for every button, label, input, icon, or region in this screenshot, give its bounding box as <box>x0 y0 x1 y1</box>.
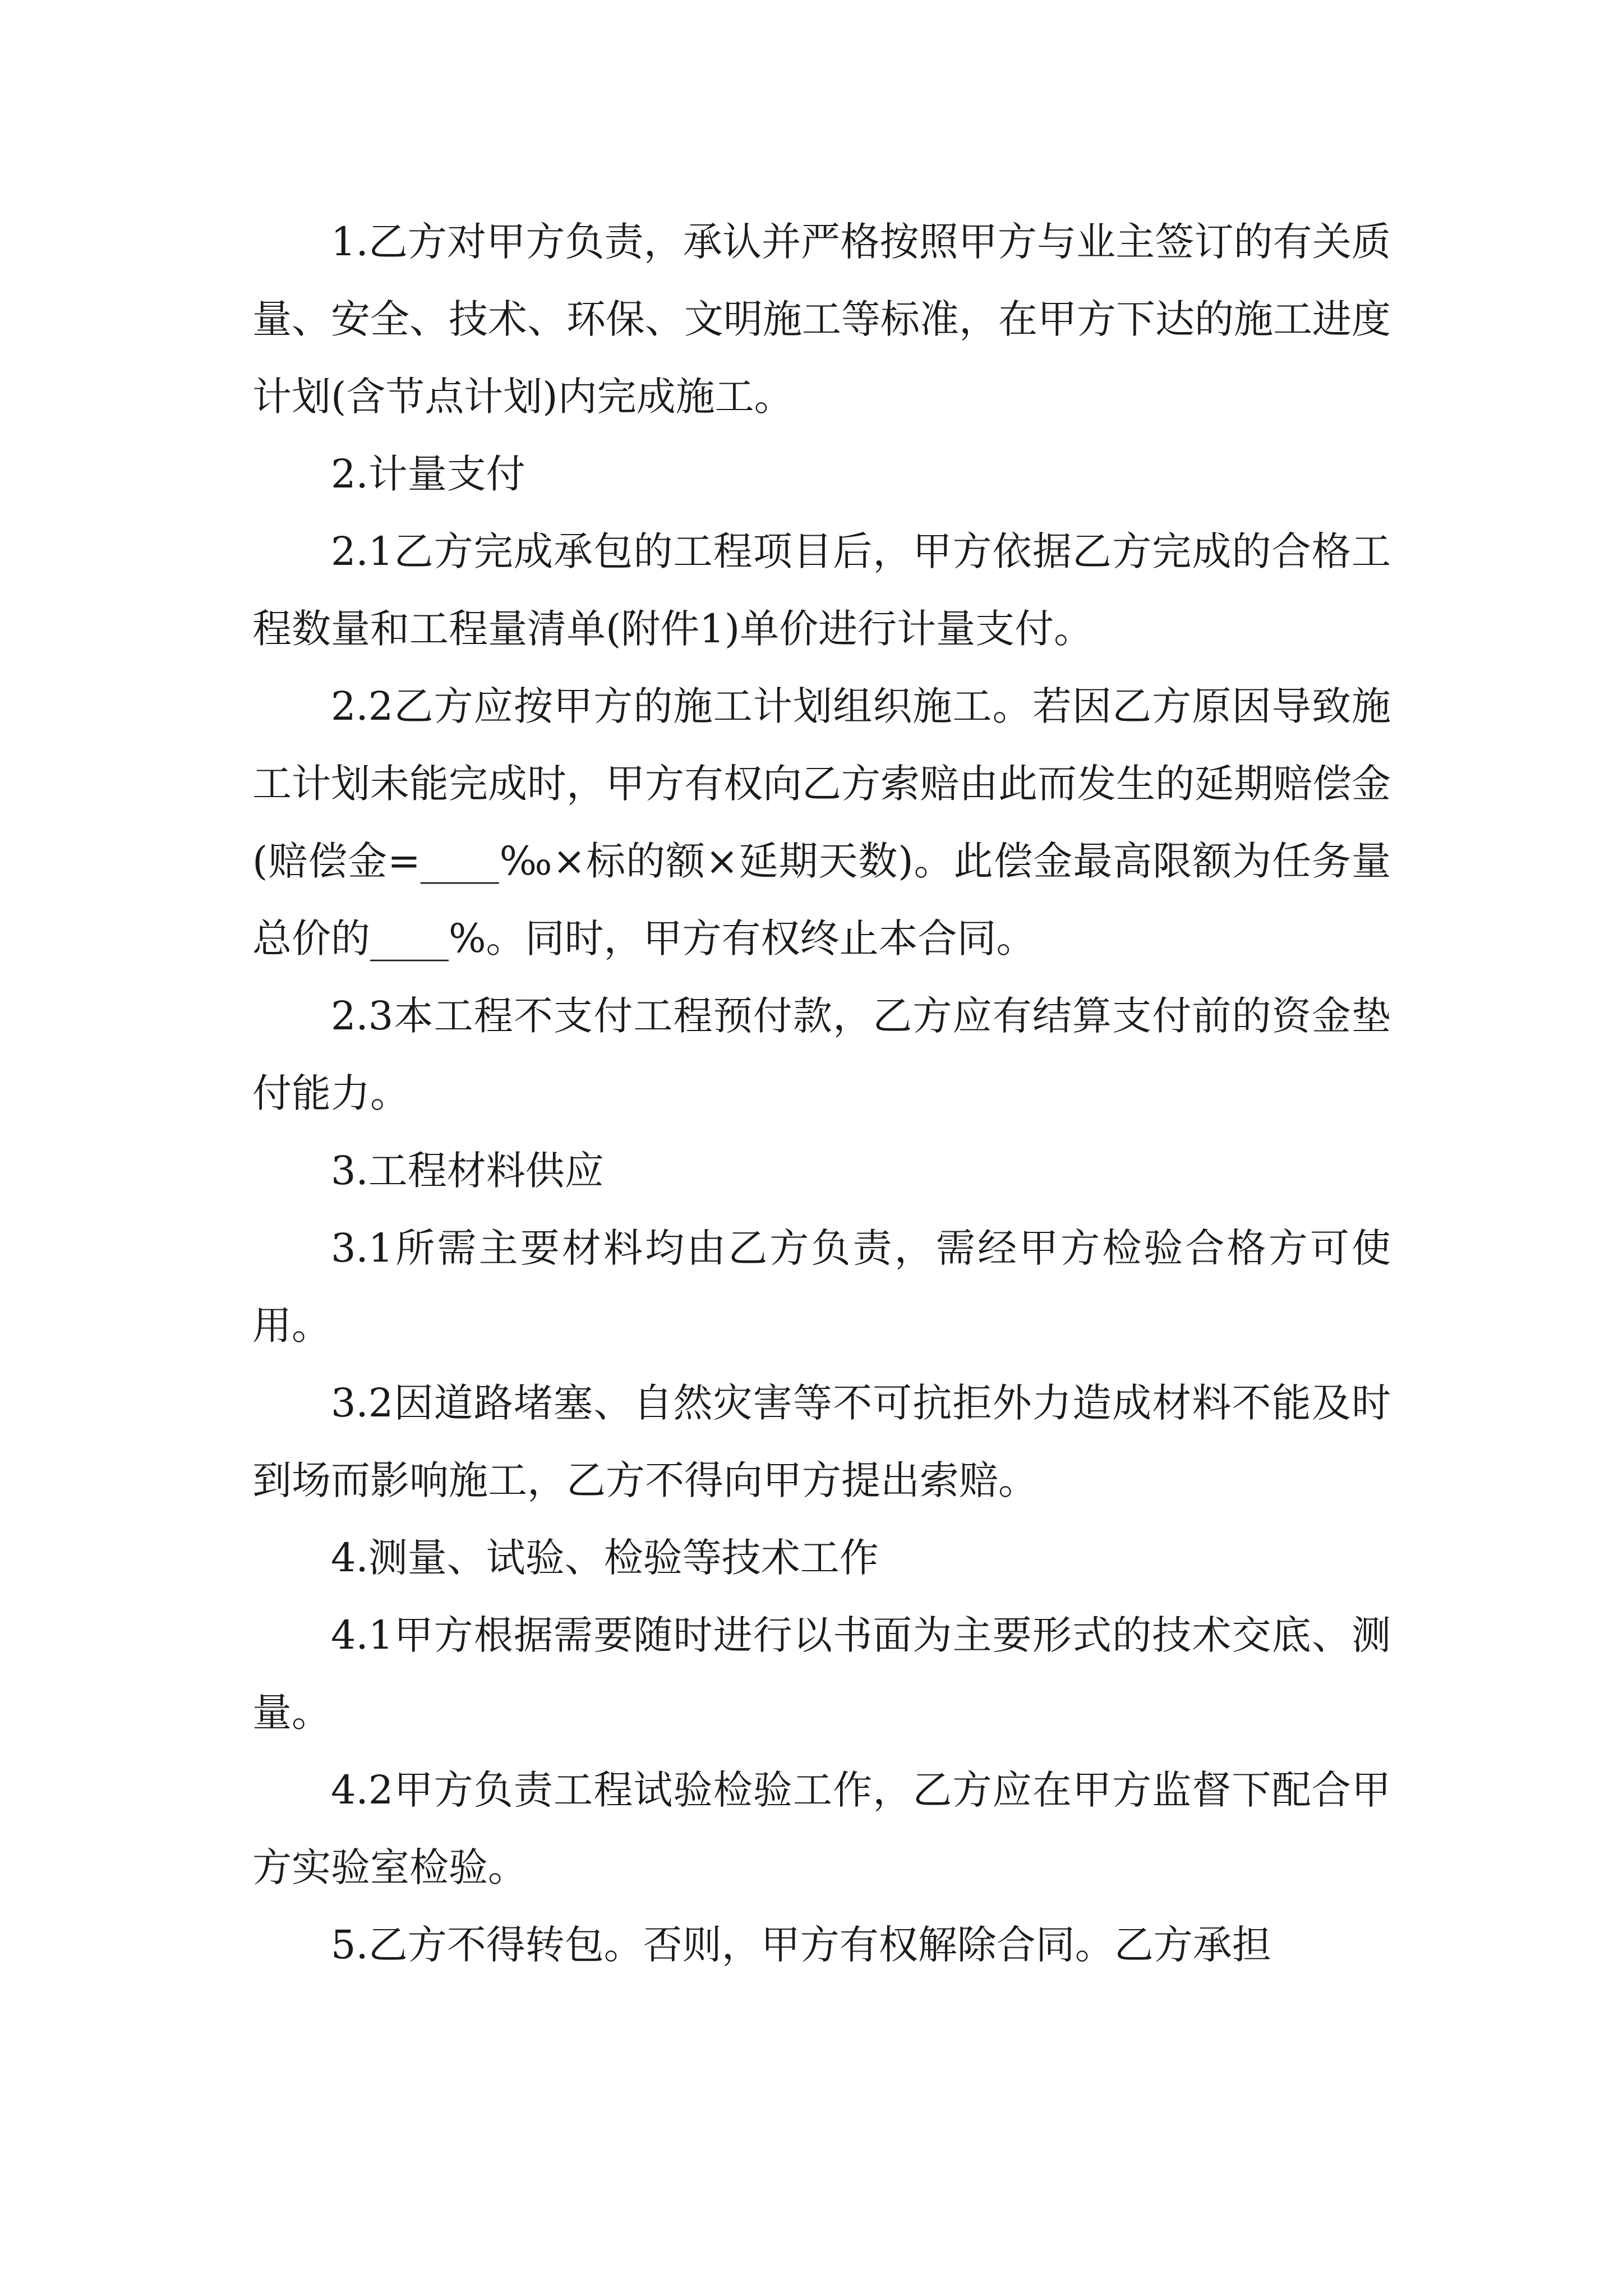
clause-5-no-subcontract: 5.乙方不得转包。否则，甲方有权解除合同。乙方承担 <box>331 1922 1271 1968</box>
clause-3-1-materials: 3.1所需主要材料均由乙方负责，需经甲方检验合格方可使用。 <box>252 1225 1391 1349</box>
section-4-heading: 4.测量、试验、检验等技术工作 <box>331 1535 879 1581</box>
section-3-heading: 3.工程材料供应 <box>331 1148 604 1194</box>
clause-3-2-force-majeure: 3.2因道路堵塞、自然灾害等不可抗拒外力造成材料不能及时到场而影响施工，乙方不得向甲方提出索赔。 <box>252 1380 1391 1503</box>
document-page <box>252 203 1391 1984</box>
clause-4-1-survey: 4.1甲方根据需要随时进行以书面为主要形式的技术交底、测量。 <box>252 1612 1391 1736</box>
section-2-heading: 2.计量支付 <box>331 451 525 497</box>
clause-2-2-delay-compensation: 2.2乙方应按甲方的施工计划组织施工。若因乙方原因导致施工计划未能完成时，甲方有权向乙方索赔由此而发生的延期赔偿金(赔偿金=____‰×标的额×延期天数)。此偿金最高限额为任务量总价的____%。同时，甲方有权终止本合同。 <box>252 683 1391 961</box>
clause-2-1-payment: 2.1乙方完成承包的工程项目后，甲方依据乙方完成的合格工程数量和工程量清单(附件1)单价进行计量支付。 <box>252 528 1391 652</box>
clause-1-responsibility: 1.乙方对甲方负责，承认并严格按照甲方与业主签订的有关质量、安全、技术、环保、文明施工等标准，在甲方下达的施工进度计划(含节点计划)内完成施工。 <box>252 219 1391 420</box>
clause-4-2-testing: 4.2甲方负责工程试验检验工作，乙方应在甲方监督下配合甲方实验室检验。 <box>252 1767 1391 1890</box>
clause-2-3-no-advance: 2.3本工程不支付工程预付款，乙方应有结算支付前的资金垫付能力。 <box>252 993 1391 1116</box>
